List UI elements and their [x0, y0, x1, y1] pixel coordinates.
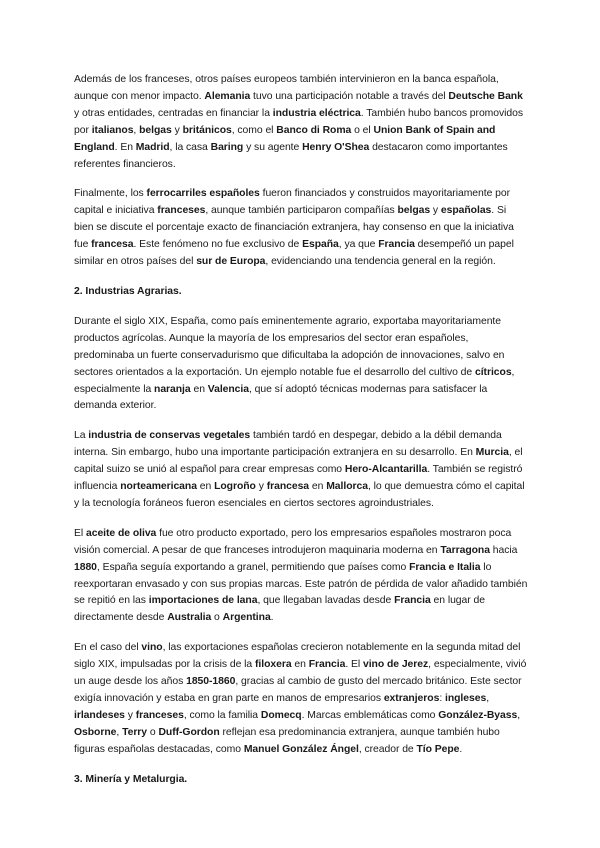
document-page	[74, 72, 528, 802]
emphasis-text: Francia	[378, 239, 415, 251]
emphasis-text: extranjeros	[383, 693, 440, 704]
body-text: , gracias al cambio de gusto del mercado británico. Este sector exigía innovación y estaba en gran parte en manos de empresarios	[74, 676, 522, 704]
body-text: en lugar de directamente desde	[74, 595, 485, 624]
section-heading-mineria-metalurgia	[74, 772, 528, 789]
emphasis-text: españolas	[440, 205, 492, 217]
body-text: Durante el siglo XIX, España, como país eminentemente agrario, exportaba mayoritariamente productos agrícolas. Aunque la mayoría de los empresarios del sector eran españoles, predominaba un fuerte conservadurismo que dificultaba la adopción de innovaciones, salvo en sectores orientados a la exportación. Un ejemplo notable fue el desarrollo del cultivo de	[74, 315, 505, 378]
body-text: ,	[517, 709, 521, 721]
emphasis-text: Terry	[122, 726, 148, 738]
emphasis-text: francesa	[266, 481, 310, 493]
emphasis-text: Tarragona	[440, 544, 490, 556]
body-text: , la casa	[169, 141, 211, 153]
body-text: Además de los franceses, otros países europeos también intervinieron en la banca española, aunque con menor impacto.	[74, 74, 499, 102]
emphasis-text: italianos	[91, 124, 134, 136]
emphasis-text: Australia	[167, 612, 212, 624]
body-text: , creador de	[358, 743, 417, 755]
paragraph-olive-oil	[74, 526, 528, 627]
body-text: ,	[133, 124, 140, 136]
body-text: y	[430, 205, 441, 217]
body-text: ,	[486, 693, 490, 704]
emphasis-text: Mallorca	[326, 481, 368, 493]
emphasis-text: 3. Minería y Metalurgia.	[74, 773, 188, 785]
body-text: , lo que demuestra cómo el capital y la tecnología foráneos fueron esenciales en ciertos sectores agroindustriales.	[74, 481, 525, 509]
emphasis-text: ingleses	[445, 693, 487, 704]
body-text: , el capital suizo se unió al español para crear empresas como	[74, 447, 523, 476]
emphasis-text: industria de conservas vegetales	[88, 430, 251, 442]
body-text: , especialmente la	[74, 366, 515, 395]
emphasis-text: Manuel González Ángel	[243, 743, 359, 755]
emphasis-text: Osborne	[74, 726, 117, 738]
body-text: . Este fenómeno no fue exclusivo de	[133, 239, 303, 251]
body-text: también tardó en despegar, debido a la débil demanda interna. Sin embargo, hubo una importante participación extranjera en su desarrollo. En	[74, 430, 502, 459]
emphasis-text: belgas	[397, 205, 431, 217]
emphasis-text: Francia	[394, 595, 431, 607]
emphasis-text: naranja	[154, 383, 191, 395]
body-text: , que llegaban lavadas desde	[257, 595, 395, 607]
emphasis-text: Tío Pepe	[416, 743, 460, 755]
body-text: fue otro producto exportado, pero los empresarios españoles mostraron poca visión comercial. A pesar de que franceses introdujeron maquinaria moderna en	[74, 527, 512, 556]
emphasis-text: Logroño	[214, 481, 256, 493]
emphasis-text: Domecq	[260, 709, 302, 721]
body-text: , como la familia	[183, 709, 261, 721]
body-text: .	[459, 743, 463, 755]
emphasis-text: industria eléctrica	[272, 107, 361, 119]
body-text: y	[255, 481, 267, 493]
body-text: El	[74, 527, 86, 539]
emphasis-text: 1880	[74, 561, 97, 573]
emphasis-text: 2. Industrias Agrarias.	[74, 285, 182, 297]
body-text: , aunque también participaron compañías	[205, 205, 398, 217]
body-text: , especialmente, vivió un auge desde los años	[74, 659, 527, 688]
emphasis-text: francesa	[91, 239, 134, 251]
emphasis-text: Hero-Alcantarilla	[344, 464, 428, 476]
body-text: . Si bien se discute el porcentaje exacto de financiación extranjera, hay consenso en que la iniciativa fue	[74, 205, 514, 251]
emphasis-text: vino	[141, 642, 163, 654]
body-text: fueron financiados y construidos mayoritariamente por capital e iniciativa	[74, 188, 511, 217]
emphasis-text: Francia e Italia	[409, 561, 481, 573]
body-text: hacia	[489, 544, 518, 556]
body-text: :	[439, 693, 445, 704]
body-text: , que sí adoptó técnicas modernas para satisfacer la demanda exterior.	[74, 383, 488, 412]
body-text: desempeñó un papel similar en otros países del	[74, 239, 514, 268]
emphasis-text: Henry O'Shea	[302, 141, 370, 153]
body-text: o	[211, 612, 223, 624]
body-text: , evidenciando una tendencia general en la región.	[265, 256, 496, 268]
emphasis-text: norteamericana	[120, 481, 197, 493]
body-text: . El	[345, 659, 363, 671]
body-text: o el	[351, 124, 374, 136]
emphasis-text: sur de Europa	[196, 256, 266, 268]
body-text: .	[270, 612, 274, 624]
body-text: en	[291, 659, 309, 671]
emphasis-text: España	[302, 239, 339, 251]
emphasis-text: Alemania	[204, 90, 251, 102]
emphasis-text: aceite de oliva	[85, 527, 157, 539]
body-text: . Marcas emblemáticas como	[301, 709, 439, 721]
body-text: La	[74, 430, 89, 442]
emphasis-text: Union Bank of Spain and England	[74, 124, 496, 153]
body-text: Finalmente, los	[74, 188, 147, 200]
emphasis-text: Duff-Gordon	[158, 726, 220, 738]
emphasis-text: Argentina	[222, 612, 271, 624]
emphasis-text: 1850-1860	[186, 676, 236, 688]
emphasis-text: Deutsche Bank	[448, 90, 523, 102]
emphasis-text: franceses	[135, 709, 184, 721]
emphasis-text: Valencia	[207, 383, 249, 395]
body-text: y otras entidades, centradas en financiar la	[74, 107, 273, 119]
body-text: . También hubo bancos promovidos por	[74, 107, 524, 136]
body-text: . También se registró influencia	[74, 464, 523, 493]
emphasis-text: González-Byass	[438, 709, 518, 721]
paragraph-canned-vegetables	[74, 428, 528, 513]
emphasis-text: Madrid	[135, 141, 170, 153]
emphasis-text: británicos	[182, 124, 232, 136]
emphasis-text: Banco di Roma	[276, 124, 352, 136]
emphasis-text: Murcia	[475, 447, 509, 459]
body-text: y	[171, 124, 183, 136]
body-text: , como el	[231, 124, 277, 136]
body-text: , las exportaciones españolas crecieron notablemente en la segunda mitad del siglo XIX, impulsadas por la crisis de la	[74, 642, 521, 671]
body-text: . En	[114, 141, 136, 153]
body-text: en	[190, 383, 208, 395]
body-text: , España seguía exportando a granel, permitiendo que países como	[96, 561, 410, 573]
emphasis-text: vino de Jerez	[362, 659, 429, 671]
body-text: ,	[116, 726, 123, 738]
body-text: o	[147, 726, 159, 738]
body-text: lo reexportaran envasado y con sus propias marcas. Este patrón de pérdida de valor añadido también se repitió en las	[74, 561, 528, 607]
emphasis-text: Francia	[308, 659, 346, 671]
body-text: y	[124, 709, 136, 721]
body-text: destacaron como importantes referentes financieros.	[74, 141, 508, 170]
body-text: en	[196, 481, 215, 493]
paragraph-railways	[74, 186, 528, 271]
body-text: reflejan esa predominancia extranjera, aunque también hubo figuras españolas destacadas, como	[74, 726, 500, 755]
body-text: , ya que	[338, 239, 379, 251]
emphasis-text: cítricos	[474, 366, 512, 378]
emphasis-text: franceses	[157, 205, 206, 217]
paragraph-foreign-banking	[74, 72, 528, 173]
body-text: tuvo una participación notable a través del	[250, 90, 449, 102]
body-text: en	[309, 481, 327, 493]
paragraph-wine	[74, 640, 528, 758]
emphasis-text: belgas	[139, 124, 172, 136]
section-heading-industrias-agrarias	[74, 284, 528, 301]
paragraph-agrarian-exports	[74, 314, 528, 415]
body-text: y su agente	[243, 141, 303, 153]
emphasis-text: irlandeses	[74, 709, 125, 721]
emphasis-text: Baring	[210, 141, 244, 153]
body-text: En el caso del	[74, 642, 142, 654]
emphasis-text: ferrocarriles españoles	[146, 188, 260, 200]
emphasis-text: importaciones de lana	[148, 595, 258, 607]
emphasis-text: filoxera	[254, 659, 292, 671]
